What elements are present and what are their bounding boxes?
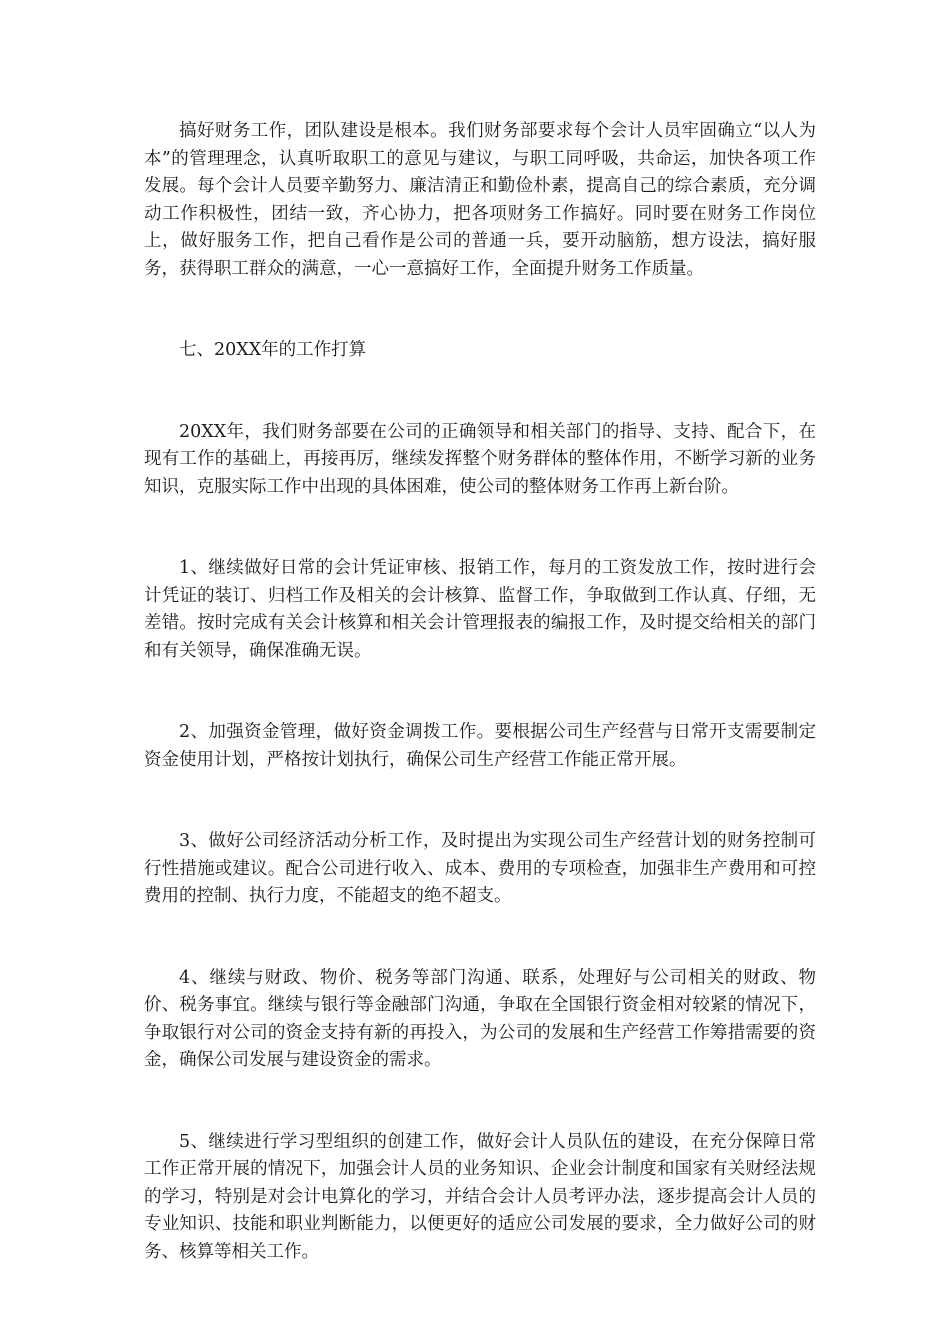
paragraph-spacer [144,774,816,828]
paragraph-team-building: 搞好财务工作，团队建设是根本。我们财务部要求每个会计人员牢固确立“以人为本”的管理理念，认真听取职工的意见与建议，与职工同呼吸，共命运，加快各项工作发展。每个会计人员要辛勤努力、廉洁清正和勤俭朴素，提高自己的综合素质，充分调动工作积极性，团结一致，齐心协力，把各项财务工作搞好。同时要在财务工作岗位上，做好服务工作，把自己看作是公司的普通一兵，要开动脑筋，想方设法，搞好服务，获得职工群众的满意，一心一意搞好工作，全面提升财务工作质量。 [144,121,816,279]
paragraph-spacer [144,1075,816,1129]
paragraph-spacer [144,911,816,965]
paragraph-plan-intro: 20XX年，我们财务部要在公司的正确领导和相关部门的指导、支持、配合下，在现有工作的基础上，再接再厉，继续发挥整个财务群体的整体作用，不断学习新的业务知识，克服实际工作中出现的具体困难，使公司的整体财务工作再上新台阶。 [144,421,816,497]
list-item-3: 3、做好公司经济活动分析工作，及时提出为实现公司生产经营计划的财务控制可行性措施或建议。配合公司进行收入、成本、费用的专项检查，加强非生产费用和可控费用的控制、执行力度，不能超支的绝不超支。 [144,831,816,906]
list-item-1: 1、继续做好日常的会计凭证审核、报销工作，每月的工资发放工作，按时进行会计凭证的装订、归档工作及相关的会计核算、监督工作，争取做到工作认真、仔细，无差错。按时完成有关会计核算和相关会计管理报表的编报工作，及时提交给相关的部门和有关领导，确保准确无误。 [144,558,816,661]
list-item-5: 5、继续进行学习型组织的创建工作，做好会计人员队伍的建设，在充分保障日常工作正常开展的情况下，加强会计人员的业务知识、企业会计制度和国家有关财经法规的学习，特别是对会计电算化的学习，并结合会计人员考评办法，逐步提高会计人员的专业知识、技能和职业判断能力，以便更好的适应公司发展的要求，全力做好公司的财务、核算等相关工作。 [144,1131,816,1262]
paragraph-spacer [144,665,816,719]
list-item-2: 2、加强资金管理，做好资金调拨工作。要根据公司生产经营与日常开支需要制定资金使用计划，严格按计划执行，确保公司生产经营工作能正常开展。 [144,722,816,770]
paragraph-spacer [144,501,816,555]
section-heading-work-plan: 七、20XX年的工作打算 [179,340,367,360]
list-item-4: 4、继续与财政、物价、税务等部门沟通、联系，处理好与公司相关的财政、物价、税务事宜。继续与银行等金融部门沟通，争取在全国银行资金相对较紧的情况下，争取银行对公司的资金支持有新的再投入，为公司的发展和生产经营工作筹措需要的资金，确保公司发展与建设资金的需求。 [144,967,816,1070]
paragraph-spacer [144,365,816,419]
document-body [144,118,816,1266]
paragraph-spacer [144,283,816,337]
